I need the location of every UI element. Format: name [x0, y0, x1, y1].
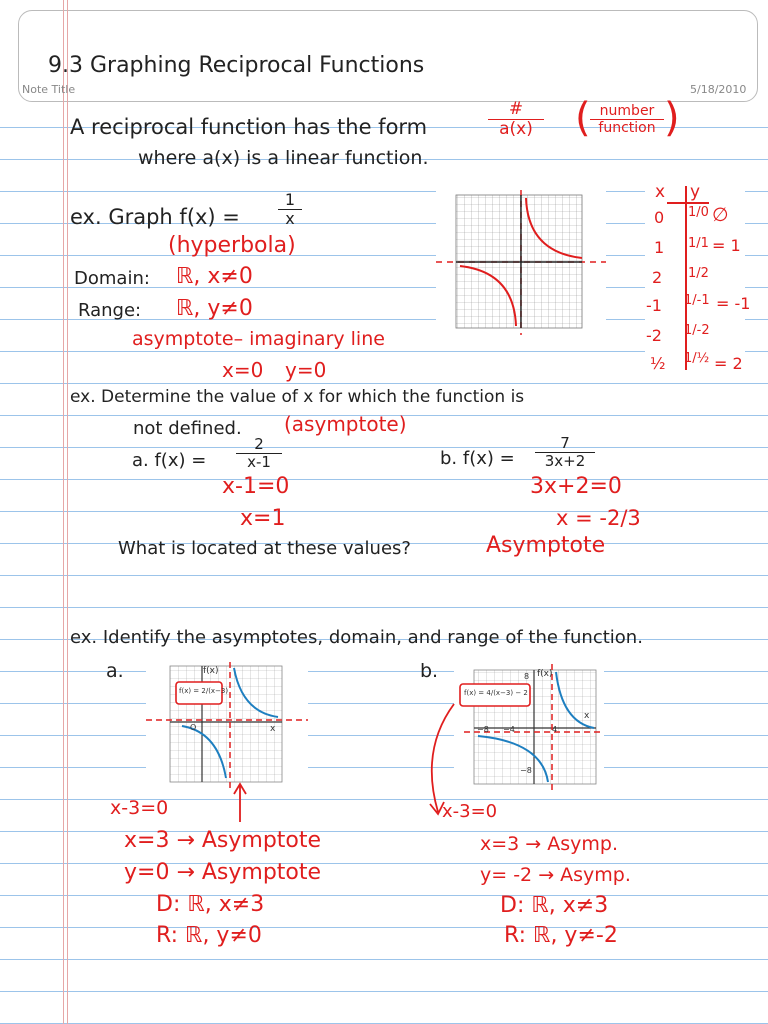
- table-row-result: = 1: [712, 236, 741, 255]
- graph-b-tick-mid: −4: [503, 725, 515, 734]
- f-fraction: [278, 192, 302, 227]
- arrow-to-asymptote-icon: [230, 782, 250, 822]
- intro-line-2: where a(x) is a linear function.: [138, 147, 429, 169]
- page-title: 9.3 Graphing Reciprocal Functions: [48, 53, 425, 78]
- table-row-y: 1/0: [688, 205, 709, 220]
- table-row-x: ½: [650, 354, 666, 373]
- example-2-line-2: not defined.: [133, 418, 242, 439]
- table-row-x: 0: [654, 208, 665, 227]
- step-a-2: x=3 → Asymptote: [124, 828, 322, 853]
- paren-denominator: function: [598, 120, 656, 136]
- graph-b-equation: f(x) = 4/(x−3) − 2: [464, 689, 528, 697]
- paren-close: ): [664, 95, 680, 141]
- table-row-y: 1/-2: [684, 323, 710, 338]
- graph-b-x-label: x: [584, 711, 590, 721]
- graph-a-x-label: x: [270, 724, 276, 734]
- graph-b-tick-right: 4: [552, 725, 558, 734]
- table-row-y: 1/2: [688, 266, 709, 281]
- example-2b-fraction: [535, 436, 595, 469]
- form-denominator: a(x): [499, 119, 533, 139]
- graph-a: [146, 662, 308, 790]
- example-2-question: What is located at these values?: [118, 538, 411, 559]
- step-b-2: x=3 → Asymp.: [480, 833, 619, 855]
- graph-b-tick-top: 8: [524, 672, 530, 681]
- example-2b-step-2: x = -2/3: [556, 506, 641, 530]
- table-row-x: 1: [654, 238, 665, 257]
- example-2a-label: a. f(x) =: [132, 450, 207, 471]
- step-a-3: y=0 → Asymptote: [124, 860, 322, 885]
- form-fraction: [488, 101, 544, 138]
- step-b-4: D: ℝ, x≠3: [500, 893, 609, 918]
- date-label: 5/18/2010: [690, 83, 747, 96]
- asymptote-tag: (asymptote): [284, 412, 407, 436]
- example-2b-label: b. f(x) =: [440, 448, 515, 469]
- table-header-x: x: [655, 182, 666, 202]
- f-numerator: 1: [284, 190, 296, 209]
- margin-line-left: [63, 0, 64, 1024]
- example-2a-numerator: 2: [254, 435, 264, 453]
- step-a-5: R: ℝ, y≠0: [156, 923, 262, 948]
- example-2b-numerator: 7: [560, 434, 570, 452]
- example-2-line-1: ex. Determine the value of x for which the function is: [70, 387, 525, 407]
- step-b-5: R: ℝ, y≠-2: [504, 923, 618, 948]
- range-label: Range:: [78, 300, 142, 321]
- graph-a-origin: O: [190, 723, 197, 732]
- graph-b-tick-bottom: −8: [520, 766, 532, 775]
- example-2a-fraction: [236, 437, 282, 470]
- example-2a-step-2: x=1: [240, 506, 286, 531]
- example-2b-step-1: 3x+2=0: [530, 474, 622, 499]
- hyperbola-graph: [436, 190, 606, 335]
- example-3a-label: a.: [106, 660, 124, 682]
- step-b-1: x-3=0: [442, 801, 498, 822]
- table-header-y: y: [690, 182, 701, 202]
- graph-b-tick-left: −8: [477, 725, 489, 734]
- note-title-label: Note Title: [22, 83, 76, 96]
- range-value: ℝ, y≠0: [176, 296, 253, 321]
- graph-a-fx-label: f(x): [203, 666, 219, 676]
- domain-value: ℝ, x≠0: [176, 264, 253, 289]
- table-row-x: -2: [646, 326, 662, 345]
- example-3b-label: b.: [420, 660, 439, 682]
- paren-numerator: number: [599, 103, 655, 119]
- table-row-y: 1/-1: [684, 293, 710, 308]
- hyperbola-label: (hyperbola): [168, 233, 296, 258]
- step-a-1: x-3=0: [110, 797, 169, 819]
- example-2-answer: Asymptote: [486, 533, 606, 558]
- form-numerator: #: [508, 99, 524, 119]
- table-row-x: 2: [652, 268, 663, 287]
- step-a-4: D: ℝ, x≠3: [156, 892, 265, 917]
- margin-line-right: [67, 0, 68, 1024]
- table-row-result: = -1: [716, 294, 751, 313]
- asymptote-y: y=0: [285, 358, 327, 382]
- graph-b-fx-label: f(x): [537, 669, 553, 679]
- asymptote-note: asymptote– imaginary line: [132, 328, 385, 350]
- asymptote-x: x=0: [222, 358, 264, 382]
- intro-line-1: A reciprocal function has the form: [70, 115, 428, 139]
- example-1-prefix: ex. Graph f(x) =: [70, 205, 240, 229]
- number-function-fraction: [590, 104, 664, 135]
- graph-a-equation: f(x) = 2/(x−3): [179, 687, 229, 695]
- paren-open: (: [575, 95, 591, 141]
- step-b-3: y= -2 → Asymp.: [480, 864, 631, 886]
- table-row-y: 1/1: [688, 236, 709, 251]
- table-row-y: 1/½: [684, 351, 710, 366]
- f-denominator: x: [285, 209, 295, 228]
- table-row-result: = 2: [714, 354, 743, 373]
- example-2a-step-1: x-1=0: [222, 474, 290, 499]
- table-row-result: ∅: [712, 204, 729, 226]
- example-2b-denominator: 3x+2: [544, 452, 586, 470]
- table-row-x: -1: [646, 296, 662, 315]
- example-2a-denominator: x-1: [247, 453, 271, 471]
- example-3-line: ex. Identify the asymptotes, domain, and range of the function.: [70, 627, 643, 648]
- domain-label: Domain:: [74, 268, 150, 289]
